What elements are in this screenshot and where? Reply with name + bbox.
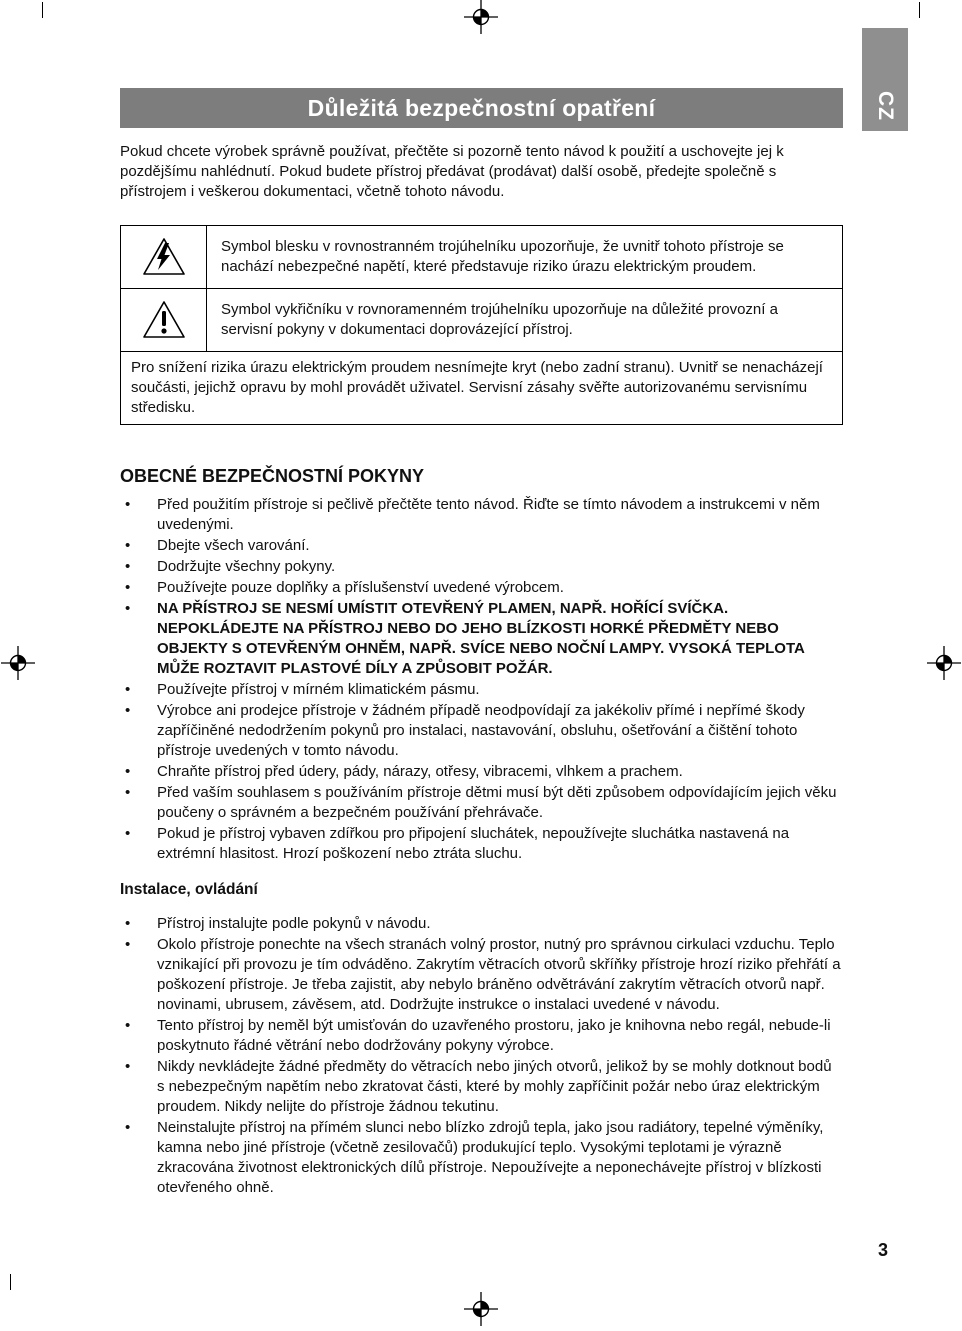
bullet-marker: • [125, 915, 131, 932]
warning-text: Symbol blesku v rovnostranném trojúhelníku upozorňuje, že uvnitř tohoto přístroje se nachází nebezpečné napětí, které představuje riziko úrazu elektrickým proudem. [221, 238, 784, 275]
lightning-triangle-icon [141, 236, 187, 278]
registration-mark-icon [464, 1292, 498, 1326]
warning-table [120, 225, 843, 425]
list-item-text: NA PŘÍSTROJ SE NESMÍ UMÍSTIT OTEVŘENÝ PLAMEN, NAPŘ. HOŘÍCÍ SVÍČKA. NEPOKLÁDEJTE NA PŘÍSTROJ NEBO DO JEHO BLÍZKOSTI HORKÉ PŘEDMĚTY NEBO OBJEKTY S OTEVŘENÝM OHNĚM, NAPŘ. SVÍCE NEBO NOČNÍ LAMPY. VYSOKÁ TEPLOTA MŮŽE ROZTAVIT PLASTOVÉ DÍLY A ZPŮSOBIT POŽÁR. [157, 600, 805, 677]
warning-icon-cell [121, 226, 207, 288]
registration-mark [464, 1292, 498, 1326]
list-item [120, 680, 843, 700]
page-header [120, 88, 843, 128]
list-item [120, 578, 843, 598]
page-title: Důležitá bezpečnostní opatření [307, 94, 656, 121]
bullet-list-general [120, 495, 843, 864]
registration-mark-icon [927, 646, 961, 680]
registration-mark-icon [464, 0, 498, 34]
list-item [120, 1057, 843, 1117]
bullet-marker: • [125, 579, 131, 596]
list-item-text: Dbejte všech varování. [157, 537, 310, 554]
bullet-marker: • [125, 1119, 131, 1136]
warning-text-full: Pro snížení rizika úrazu elektrickým proudem nesnímejte kryt (nebo zadní stranu). Uvnitř se nenacházejí součásti, jejichž opravu by mohl provádět uživatel. Servisní zásahy svěřte autorizovanému servisnímu středisku. [131, 359, 823, 416]
bullet-marker: • [125, 784, 131, 801]
registration-mark [1, 646, 35, 680]
list-item [120, 783, 843, 823]
bullet-marker: • [125, 496, 131, 513]
list-item-text: Neinstalujte přístroj na přímém slunci nebo blízko zdrojů tepla, jako jsou radiátory, tepelné výměníky, kamna nebo jiné přístroje (včetně zesilovačů) produkující teplo. Vysokými teplotami je výrazně zkracována životnost elektronických dílů přístroje. Nepoužívejte a neponechávejte přístroj v blízkosti otevřeného ohně. [157, 1119, 824, 1196]
list-item-text: Před použitím přístroje si pečlivě přečtěte tento návod. Řiďte se tímto návodem a instrukcemi v něm uvedenými. [157, 496, 820, 533]
list-item-text: Chraňte přístroj před údery, pády, nárazy, otřesy, vibracemi, vlhkem a prachem. [157, 763, 683, 780]
bullet-marker: • [125, 558, 131, 575]
bullet-marker: • [125, 1058, 131, 1075]
bullet-marker: • [125, 825, 131, 842]
list-item-text: Výrobce ani prodejce přístroje v žádném případě neodpovídají za jakékoliv přímé i nepřímé škody zapříčiněné nedodržením pokynů pro instalaci, nastavování, obsluhu, ošetřování a čištění tohoto přístroje uvedených v tomto návodu. [157, 702, 805, 759]
intro-paragraph: Pokud chcete výrobek správně používat, přečtěte si pozorně tento návod k použití a uschovejte jej k pozdějšímu nahlédnutí. Pokud budete přístroj předávat (prodávat) další osobě, předejte společně s přístrojem i veškerou dokumentaci, včetně tohoto návodu. [120, 143, 784, 200]
crop-mark [42, 2, 43, 18]
subsection-heading: Instalace, ovládání [120, 881, 258, 898]
bullet-marker: • [125, 763, 131, 780]
warning-icon-cell [121, 289, 207, 351]
content-column [120, 142, 843, 1199]
list-item [120, 914, 843, 934]
list-item-text: Tento přístroj by neměl být umisťován do uzavřeného prostoru, jako je knihovna nebo regál, nebude-li poskytnuto řádné větrání nebo dodržovány pokyny výrobce. [157, 1017, 831, 1054]
list-item [120, 824, 843, 864]
list-item [120, 599, 843, 679]
bullet-marker: • [125, 537, 131, 554]
registration-mark [927, 646, 961, 680]
language-tab-label: CZ [874, 91, 897, 121]
language-tab [862, 28, 908, 131]
bullet-marker: • [125, 702, 131, 719]
exclamation-triangle-icon [141, 299, 187, 341]
bullet-marker: • [125, 600, 131, 617]
list-item [120, 935, 843, 1015]
list-item [120, 701, 843, 761]
crop-mark [919, 2, 920, 18]
list-item [120, 1118, 843, 1198]
list-item-text: Dodržujte všechny pokyny. [157, 558, 336, 575]
list-item [120, 536, 843, 556]
list-item-text: Přístroj instalujte podle pokynů v návodu. [157, 915, 431, 932]
list-item [120, 495, 843, 535]
table-row [121, 289, 842, 352]
crop-mark [10, 1274, 11, 1290]
list-item-text: Používejte pouze doplňky a příslušenství uvedené výrobcem. [157, 579, 564, 596]
registration-mark-icon [1, 646, 35, 680]
bullet-marker: • [125, 936, 131, 953]
list-item-text: Používejte přístroj v mírném klimatickém pásmu. [157, 681, 480, 698]
registration-mark [464, 0, 498, 34]
bullet-marker: • [125, 681, 131, 698]
section-heading: OBECNÉ BEZPEČNOSTNÍ POKYNY [120, 466, 425, 486]
list-item-text: Okolo přístroje ponechte na všech stranách volný prostor, nutný pro správnou cirkulaci vzduchu. Teplo vznikající při provozu je tím odváděno. Zakrytím větracích otvorů skříňky přístroje hrozí riziko přehřátí a poškození přístroje. Je třeba zajistit, aby nebylo bráněno odvětrávání zakrytím větracích otvorů např. novinami, ubrusem, závěsem, atd. Dodržujte instrukce o instalaci uvedené v návodu. [157, 936, 841, 1013]
warning-text: Symbol vykřičníku v rovnoramenném trojúhelníku upozorňuje na důležité provozní a servisní pokyny v dokumentaci doprovázející přístroj. [221, 301, 778, 338]
bullet-list-installation [120, 914, 843, 1198]
table-row [121, 226, 842, 289]
list-item [120, 1016, 843, 1056]
list-item-text: Před vaším souhlasem s používáním přístroje dětmi musí být děti způsobem odpovídajícím jejich věku poučeny o správném a bezpečném používání přehrávače. [157, 784, 837, 821]
page-number: 3 [878, 1240, 889, 1260]
list-item [120, 557, 843, 577]
list-item-text: Pokud je přístroj vybaven zdířkou pro připojení sluchátek, nepoužívejte sluchátka nastavená na extrémní hlasitost. Hrozí poškození nebo ztráta sluchu. [157, 825, 790, 862]
list-item-text: Nikdy nevkládejte žádné předměty do větracích nebo jiných otvorů, jelikož by se mohly dotknout bodů s nebezpečným napětím nebo zkratovat části, které by mohly zapříčinit požár nebo úraz elektrickým proudem. Nikdy nelijte do přístroje žádnou tekutinu. [157, 1058, 832, 1115]
list-item [120, 762, 843, 782]
bullet-marker: • [125, 1017, 131, 1034]
